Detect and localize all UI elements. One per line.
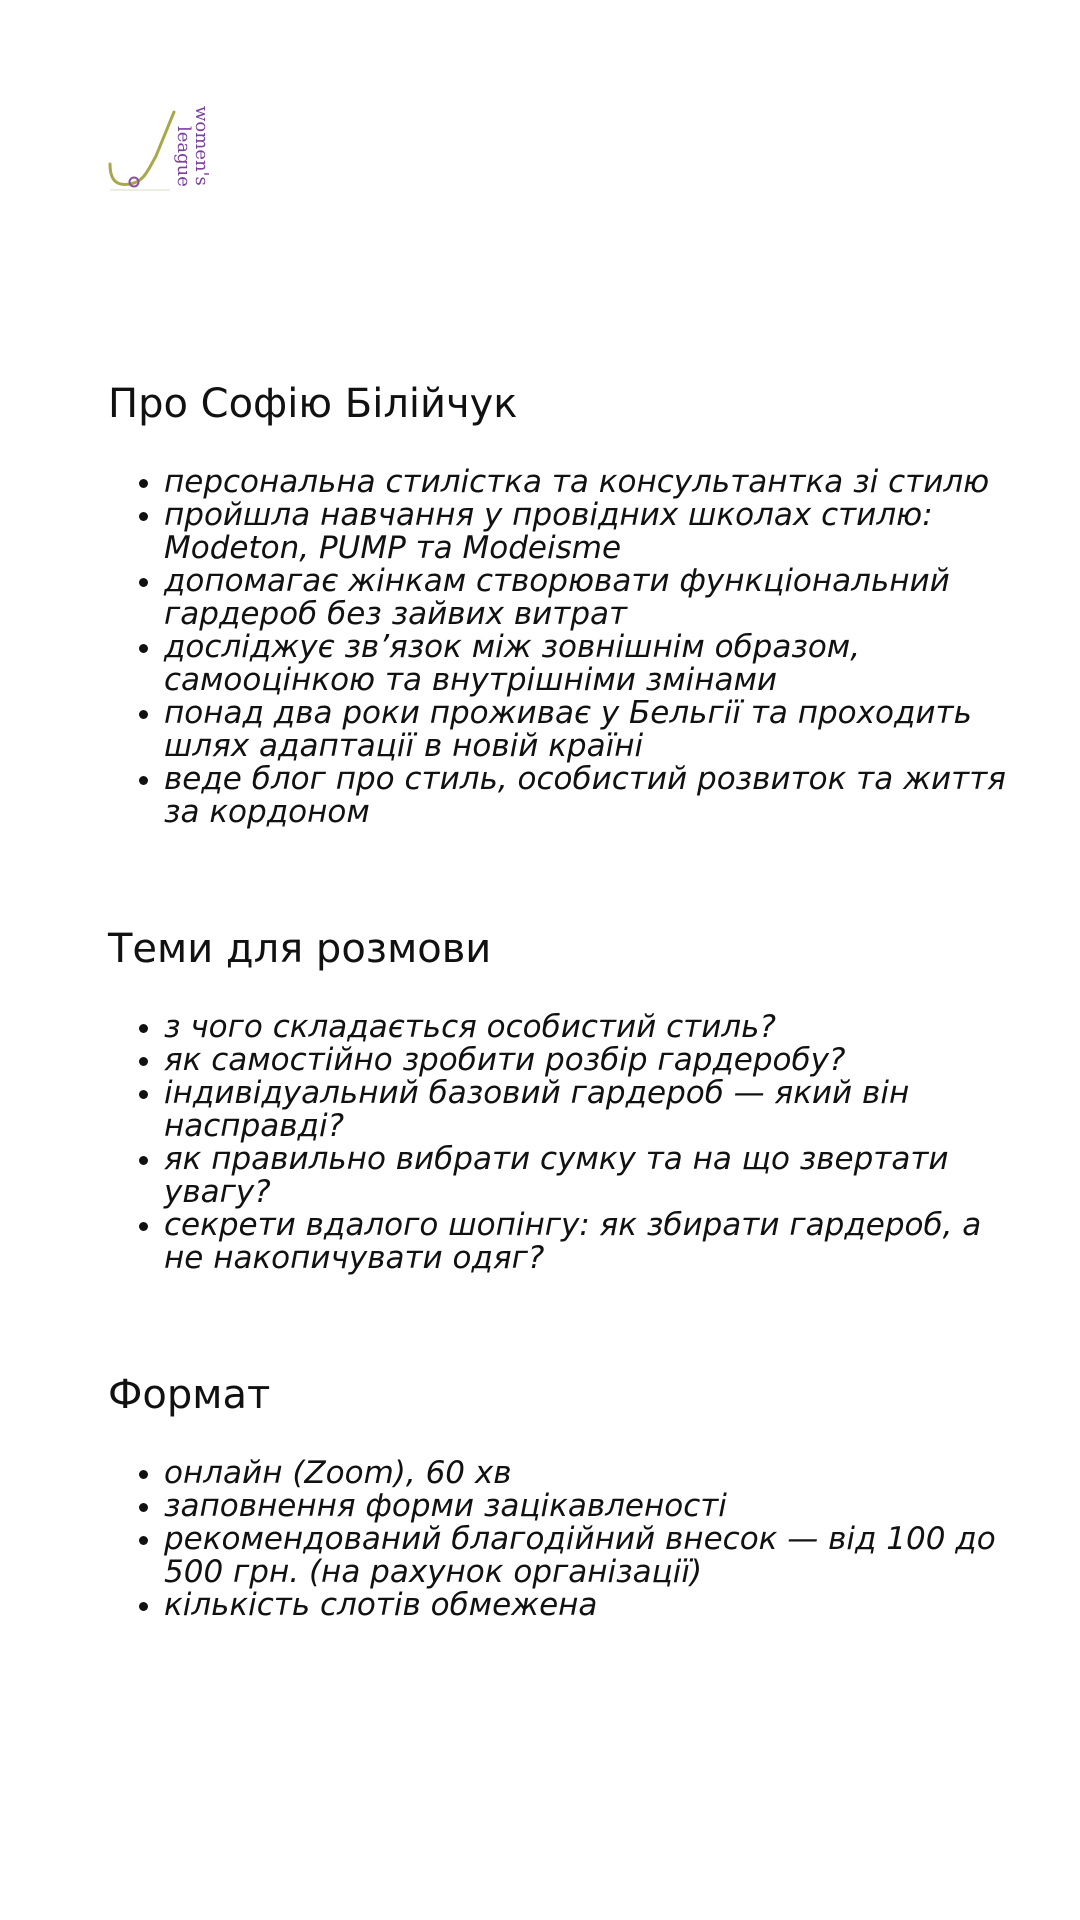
logo-text-line2: league	[173, 126, 194, 187]
womens-league-logo	[108, 104, 248, 204]
section-heading: Про Софію Білійчук	[108, 381, 518, 427]
bullet-list	[108, 466, 1008, 829]
list-item: допомагає жінкам створювати функціональний гардероб без зайвих витрат	[164, 565, 1008, 631]
content	[108, 380, 1008, 1622]
bullet-list	[108, 1011, 1008, 1275]
list-item: як правильно вибрати сумку та на що звертати увагу?	[164, 1143, 1008, 1209]
section-about	[108, 380, 1008, 829]
list-item: веде блог про стиль, особистий розвиток та життя за кордоном	[164, 763, 1008, 829]
list-item: онлайн (Zoom), 60 хв	[164, 1457, 1008, 1490]
logo-text-line1: women's	[191, 106, 212, 186]
list-item: заповнення форми зацікавленості	[164, 1490, 1008, 1523]
list-item: як самостійно зробити розбір гардеробу?	[164, 1044, 1008, 1077]
section-heading: Формат	[108, 1372, 271, 1418]
section-format	[108, 1371, 1008, 1622]
list-item: досліджує зв’язок між зовнішнім образом, самооцінкою та внутрішніми змінами	[164, 631, 1008, 697]
list-item: рекомендований благодійний внесок — від 100 до 500 грн. (на рахунок організації)	[164, 1523, 1008, 1589]
logo-mark-icon	[108, 104, 248, 204]
section-heading: Теми для розмови	[108, 926, 492, 972]
list-item: кількість слотів обмежена	[164, 1589, 1008, 1622]
bullet-list	[108, 1457, 1008, 1622]
list-item: індивідуальний базовий гардероб — який він насправді?	[164, 1077, 1008, 1143]
list-item: секрети вдалого шопінгу: як збирати гардероб, а не накопичувати одяг?	[164, 1209, 1008, 1275]
list-item: персональна стилістка та консультантка зі стилю	[164, 466, 1008, 499]
list-item: з чого складається особистий стиль?	[164, 1011, 1008, 1044]
list-item: пройшла навчання у провідних школах стилю: Modeton, PUMP та Modeisme	[164, 499, 1008, 565]
section-topics	[108, 925, 1008, 1275]
list-item: понад два роки проживає у Бельгії та проходить шлях адаптації в новій країні	[164, 697, 1008, 763]
